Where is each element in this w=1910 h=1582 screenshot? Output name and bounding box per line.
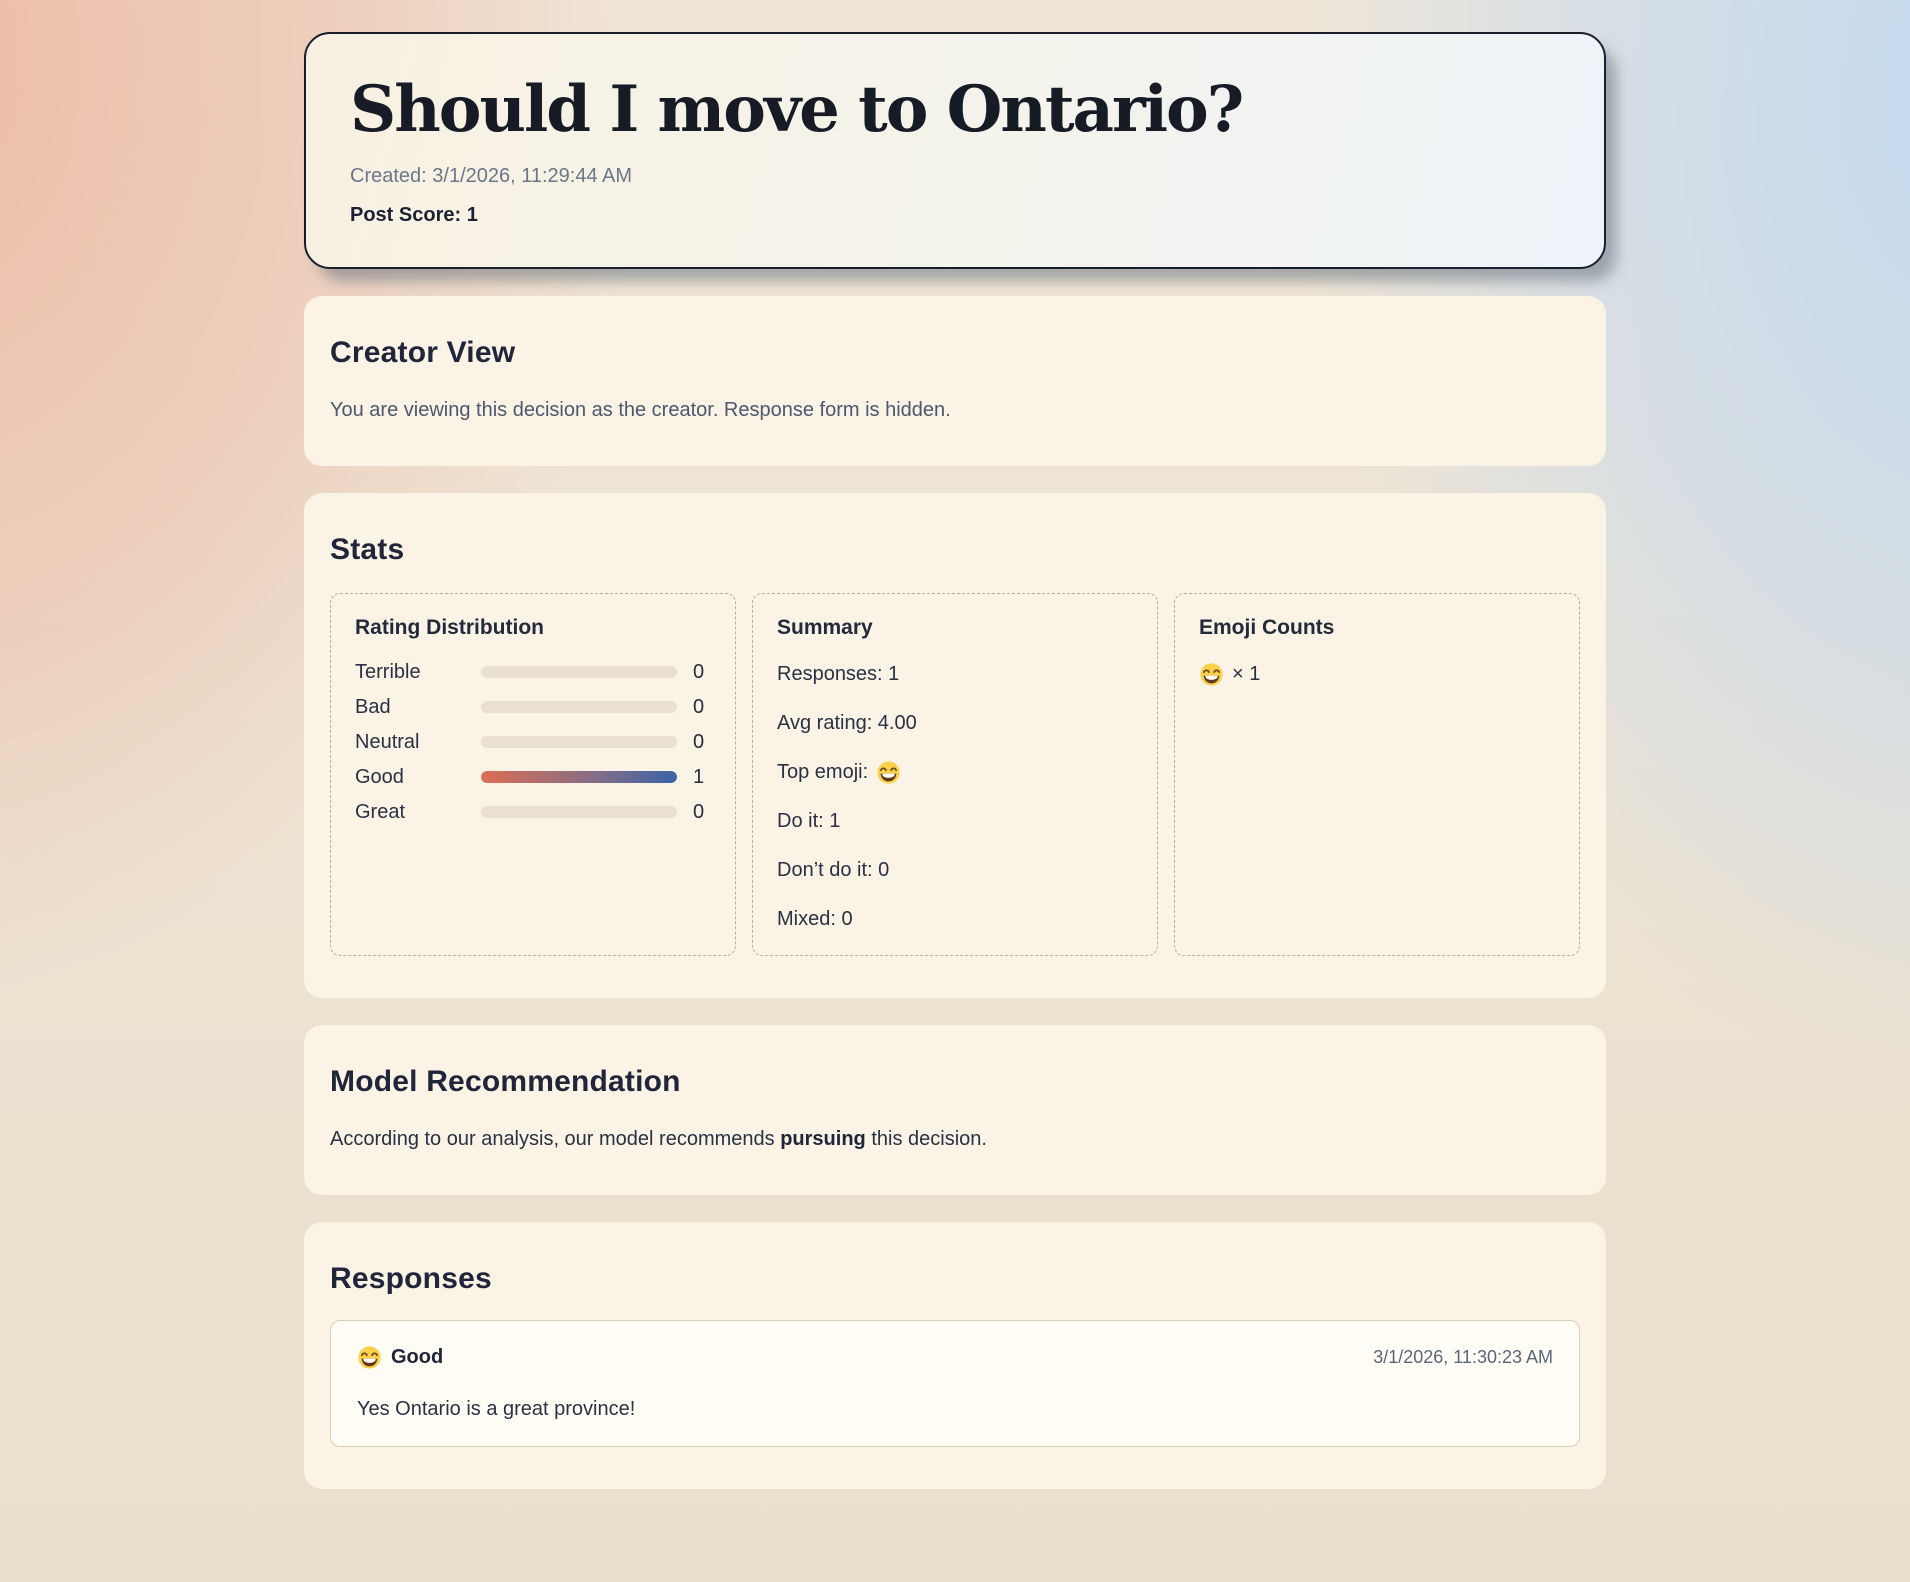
rating-bar-track <box>481 701 677 713</box>
rating-row-bad <box>355 695 711 719</box>
response-rating-label: Good <box>391 1346 444 1369</box>
grinning-face-emoji-icon <box>876 760 901 785</box>
recommendation-highlight: pursuing <box>780 1128 866 1151</box>
rating-row-neutral <box>355 730 711 754</box>
post-header-card <box>304 32 1606 269</box>
rating-count: 1 <box>693 765 705 788</box>
stats-card <box>304 493 1606 998</box>
summary-panel <box>752 593 1158 956</box>
rating-count: 0 <box>693 730 705 753</box>
post-score: Post Score: 1 <box>350 204 478 227</box>
rating-bar-chart <box>355 660 711 824</box>
grinning-face-emoji-icon <box>1199 662 1224 687</box>
rating-label: Bad <box>355 695 391 718</box>
emoji-count-label: × 1 <box>1232 663 1261 686</box>
creator-view-heading: Creator View <box>330 336 516 370</box>
rating-row-terrible <box>355 660 711 684</box>
rating-distribution-panel <box>330 593 736 956</box>
summary-top-emoji <box>777 758 1133 786</box>
stats-panels <box>330 593 1580 956</box>
creator-view-message: You are viewing this decision as the creator. Response form is hidden. <box>330 399 951 422</box>
summary-responses: Responses: 1 <box>777 663 900 686</box>
summary-heading: Summary <box>777 616 873 640</box>
stats-heading: Stats <box>330 533 405 567</box>
rating-bar-fill <box>481 771 677 783</box>
grinning-face-emoji-icon <box>357 1345 382 1370</box>
response-timestamp: 3/1/2026, 11:30:23 AM <box>1373 1347 1553 1368</box>
model-recommendation-text <box>330 1125 1580 1153</box>
rating-label: Good <box>355 765 404 788</box>
response-rating <box>357 1345 443 1370</box>
rating-bar-track <box>481 736 677 748</box>
page-title: Should I move to Ontario? <box>350 72 1243 147</box>
rating-bar-track <box>481 771 677 783</box>
recommendation-text-before: According to our analysis, our model recommends <box>330 1128 781 1151</box>
model-recommendation-card <box>304 1025 1606 1195</box>
rating-count: 0 <box>693 695 705 718</box>
response-header <box>357 1345 1553 1370</box>
creator-view-card <box>304 296 1606 466</box>
emoji-counts-heading: Emoji Counts <box>1199 616 1335 640</box>
rating-count: 0 <box>693 660 705 683</box>
rating-label: Neutral <box>355 730 420 753</box>
rating-label: Great <box>355 800 406 823</box>
model-recommendation-heading: Model Recommendation <box>330 1065 681 1099</box>
rating-label: Terrible <box>355 660 421 683</box>
response-comment: Yes Ontario is a great province! <box>357 1398 636 1421</box>
rating-count: 0 <box>693 800 705 823</box>
emoji-counts-panel <box>1174 593 1580 956</box>
rating-row-great <box>355 800 711 824</box>
summary-dont-do-it: Don’t do it: 0 <box>777 859 890 882</box>
summary-do-it: Do it: 1 <box>777 810 841 833</box>
responses-card <box>304 1222 1606 1489</box>
decision-page <box>304 0 1606 1489</box>
rating-bar-track <box>481 666 677 678</box>
emoji-count-item <box>1199 660 1555 688</box>
rating-bar-track <box>481 806 677 818</box>
recommendation-text-after: this decision. <box>865 1128 987 1151</box>
rating-distribution-heading: Rating Distribution <box>355 616 544 640</box>
responses-heading: Responses <box>330 1262 492 1296</box>
summary-avg-rating: Avg rating: 4.00 <box>777 712 917 735</box>
summary-top-emoji-label: Top emoji: <box>777 761 869 784</box>
created-timestamp: Created: 3/1/2026, 11:29:44 AM <box>350 165 633 188</box>
rating-row-good <box>355 765 711 789</box>
summary-mixed: Mixed: 0 <box>777 908 853 931</box>
response-item <box>330 1320 1580 1447</box>
